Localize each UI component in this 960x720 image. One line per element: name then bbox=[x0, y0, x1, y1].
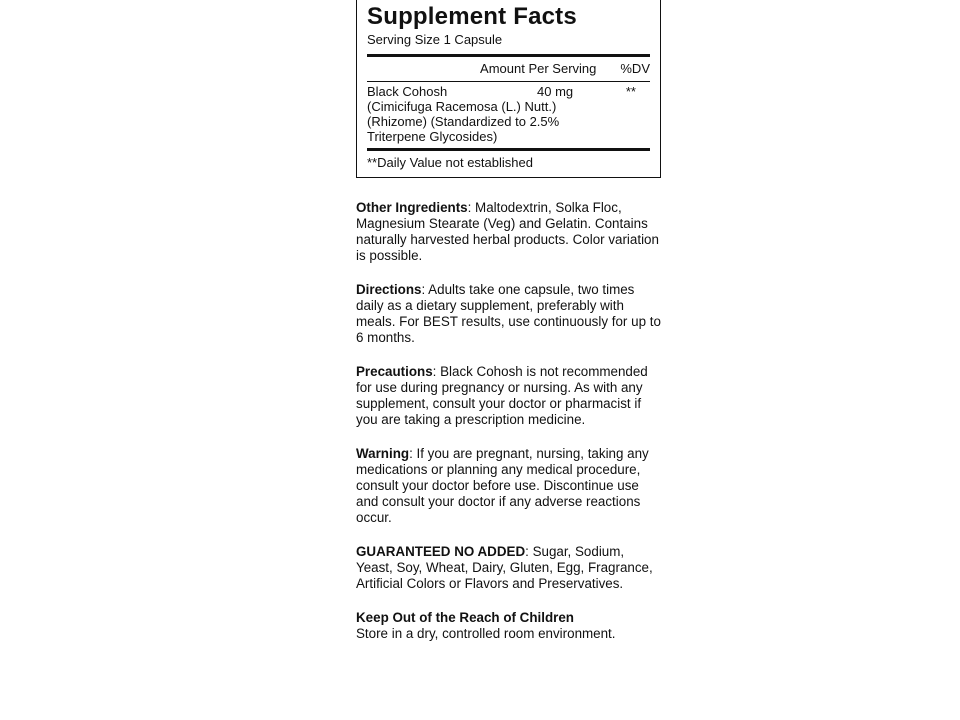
supplement-facts-box bbox=[356, 0, 661, 178]
other-ingredients-heading: Other Ingredients bbox=[356, 200, 468, 215]
other-ingredients-text: : Maltodextrin, Solka Floc, Magnesium Stearate (Veg) and Gelatin. Contains naturally harvested herbal products. Color variation is possible. bbox=[356, 200, 659, 263]
directions-section bbox=[356, 282, 661, 346]
warning-heading: Warning bbox=[356, 446, 410, 461]
daily-value-header: %DV bbox=[620, 61, 650, 76]
ingredient-dv: ** bbox=[625, 84, 636, 99]
ingredient-amount: 40 mg bbox=[537, 84, 574, 99]
amount-per-serving-header: Amount Per Serving bbox=[480, 61, 597, 76]
ingredient-row bbox=[367, 84, 650, 99]
directions-text: : Adults take one capsule, two times daily as a dietary supplement, preferably with meals. For BEST results, use continuously for up to 6 months. bbox=[356, 282, 661, 345]
other-ingredients-section bbox=[356, 200, 661, 264]
column-headers bbox=[367, 57, 650, 82]
ingredient-block bbox=[367, 82, 650, 151]
supplement-label bbox=[356, 0, 661, 642]
warning-section bbox=[356, 446, 661, 526]
serving-size: Serving Size 1 Capsule bbox=[367, 32, 650, 57]
keep-out-text: Store in a dry, controlled room environment. bbox=[356, 626, 616, 641]
ingredient-name: Black Cohosh bbox=[367, 84, 448, 99]
ingredient-detail-1: (Cimicifuga Racemosa (L.) Nutt.) bbox=[367, 99, 557, 114]
ingredient-detail-2: (Rhizome) (Standardized to 2.5% bbox=[367, 114, 560, 129]
guaranteed-section bbox=[356, 544, 661, 592]
precautions-heading: Precautions bbox=[356, 364, 433, 379]
ingredient-detail-3: Triterpene Glycosides) bbox=[367, 129, 498, 144]
facts-title: Supplement Facts bbox=[367, 3, 577, 30]
daily-value-footnote: **Daily Value not established bbox=[367, 155, 533, 170]
guaranteed-text: : Sugar, Sodium, Yeast, Soy, Wheat, Dairy, Gluten, Egg, Fragrance, Artificial Colors or Flavors and Preservatives. bbox=[356, 544, 653, 591]
keep-out-heading: Keep Out of the Reach of Children bbox=[356, 610, 574, 625]
directions-heading: Directions bbox=[356, 282, 422, 297]
guaranteed-heading: GUARANTEED NO ADDED bbox=[356, 544, 526, 559]
precautions-section bbox=[356, 364, 661, 428]
keep-out-section bbox=[356, 610, 661, 642]
precautions-text: : Black Cohosh is not recommended for use during pregnancy or nursing. As with any supplement, consult your doctor or pharmacist if you are taking a prescription medicine. bbox=[356, 364, 648, 427]
warning-text: : If you are pregnant, nursing, taking any medications or planning any medical procedure, consult your doctor before use. Discontinue use and consult your doctor if any adverse reactions occur. bbox=[356, 446, 649, 525]
